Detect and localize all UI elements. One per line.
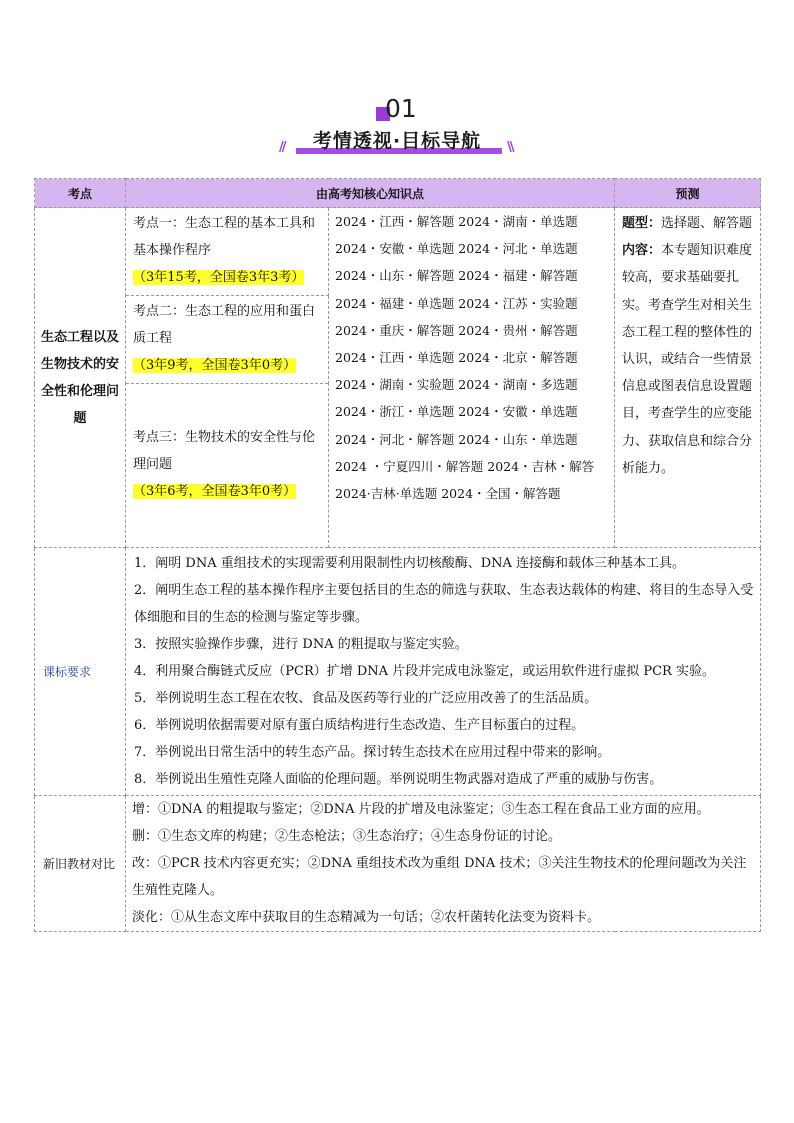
- title-slash-right: \\: [507, 140, 513, 155]
- list-item: 4．利用聚合酶链式反应（PCR）扩增 DNA 片段并完成电泳鉴定，或运用软件进行虚拟 PCR 实验。: [134, 664, 715, 679]
- prediction-content-label: 内容：: [622, 243, 662, 259]
- list-item: 2024・湖南・实验题 2024・湖南・多选题: [335, 377, 578, 393]
- knowledge-point-count: （3年15考，全国卷3年3考）: [133, 270, 305, 285]
- table-row: [35, 548, 761, 796]
- list-item: 2024・安徽・单选题 2024・河北・单选题: [335, 241, 578, 257]
- exam-analysis-table: [34, 178, 761, 932]
- table-header-row: [35, 179, 761, 208]
- list-item: 2024・重庆・解答题 2024・贵州・解答题: [335, 322, 578, 338]
- title-slash-left: //: [279, 140, 285, 155]
- prediction-cell: [615, 208, 761, 548]
- knowledge-point-title: 考点二：生态工程的应用和蛋白质工程: [133, 304, 316, 346]
- curriculum-requirements: [126, 548, 761, 796]
- list-item: 2024・福建・单选题 2024・江苏・实验题: [335, 295, 578, 311]
- list-item: 5．举例说明生态工程在农牧、食品及医药等行业的广泛应用改善了的生活品质。: [134, 691, 598, 706]
- section-header: [0, 92, 794, 162]
- list-item: 2024・江西・解答题 2024・湖南・单选题: [335, 214, 578, 229]
- knowledge-point-2: [126, 296, 329, 384]
- textbook-changes-label: 新旧教材对比: [35, 796, 126, 932]
- table-row: [35, 208, 761, 296]
- exam-list-cell: [329, 208, 615, 548]
- list-item: 增：①DNA 的粗提取与鉴定；②DNA 片段的扩增及电泳鉴定；③生态工程在食品工业方面的应用。: [132, 802, 710, 817]
- header-core-knowledge: 由高考知核心知识点: [126, 179, 615, 208]
- prediction-type-text: 选择题、解答题: [661, 216, 753, 231]
- knowledge-point-count: （3年9考，全国卷3年0考）: [133, 358, 297, 373]
- topic-cell: 生态工程以及生物技术的安全性和伦理问题: [35, 208, 126, 548]
- list-item: 淡化：①从生态文库中获取目的生态精减为一句话；②农杆菌转化法变为资料卡。: [132, 910, 601, 925]
- list-item: 2024·吉林·单选题 2024・全国・解答题: [335, 486, 561, 502]
- list-item: 2024・浙江・单选题 2024・安徽・单选题: [335, 404, 578, 420]
- section-number-text: 01: [385, 94, 417, 123]
- section-title: 考情透视·目标导航: [312, 130, 482, 152]
- knowledge-point-title: 考点三：生物技术的安全性与伦理问题: [133, 430, 316, 472]
- list-item: 删：①生态文库的构建；②生态枪法；③生态治疗；④生态身份证的讨论。: [132, 829, 562, 844]
- textbook-changes: [126, 796, 761, 932]
- curriculum-label: 课标要求: [35, 548, 126, 796]
- list-item: 3．按照实验操作步骤，进行 DNA 的粗提取与鉴定实验。: [134, 637, 468, 652]
- header-prediction: 预测: [615, 179, 761, 208]
- list-item: 6．举例说明依据需要对原有蛋白质结构进行生态改造、生产目标蛋白的过程。: [134, 718, 585, 733]
- table-row: [35, 796, 761, 932]
- list-item: 8．举例说出生殖性克隆人面临的伦理问题。举例说明生物武器对造成了严重的威胁与伤害。: [134, 772, 663, 787]
- list-item: 2024・山东・解答题 2024・福建・解答题: [335, 268, 578, 284]
- prediction-type-label: 题型：: [622, 216, 662, 231]
- knowledge-point-1: [126, 208, 329, 296]
- list-item: 2024・江西・单选题 2024・北京・解答题: [335, 350, 578, 366]
- list-item: 2．阐明生态工程的基本操作程序主要包括目的生态的筛选与获取、生态表达载体的构建、将目的生态导入受体细胞和目的生态的检测与鉴定等步骤。: [134, 583, 754, 625]
- list-item: 2024・河北・解答题 2024・山东・单选题: [335, 431, 578, 447]
- list-item: 7．举例说出日常生活中的转生态产品。探讨转生态技术在应用过程中带来的影响。: [134, 745, 611, 760]
- section-number: [376, 94, 436, 126]
- list-item: 1．阐明 DNA 重组技术的实现需要利用限制性内切核酸酶、DNA 连接酶和载体三种基本工具。: [134, 556, 686, 571]
- knowledge-point-3: [126, 384, 329, 548]
- knowledge-point-title: 考点一：生态工程的基本工具和基本操作程序: [133, 216, 316, 258]
- list-item: 2024 ・宁夏四川・解答题 2024・吉林・解答: [335, 458, 595, 474]
- list-item: 改：①PCR 技术内容更充实；②DNA 重组技术改为重组 DNA 技术；③关注生物技术的伦理问题改为关注生殖性克隆人。: [132, 856, 747, 898]
- header-kaodian: 考点: [35, 179, 126, 208]
- prediction-content-text: 本专题知识难度较高，要求基础要扎实。考查学生对相关生态工程工程的整体性的认识，或结合一些情景信息或图表信息设置题目，考查学生的应变能力、获取信息和综合分析能力。: [622, 243, 753, 476]
- knowledge-point-count: （3年6考，全国卷3年0考）: [133, 484, 297, 499]
